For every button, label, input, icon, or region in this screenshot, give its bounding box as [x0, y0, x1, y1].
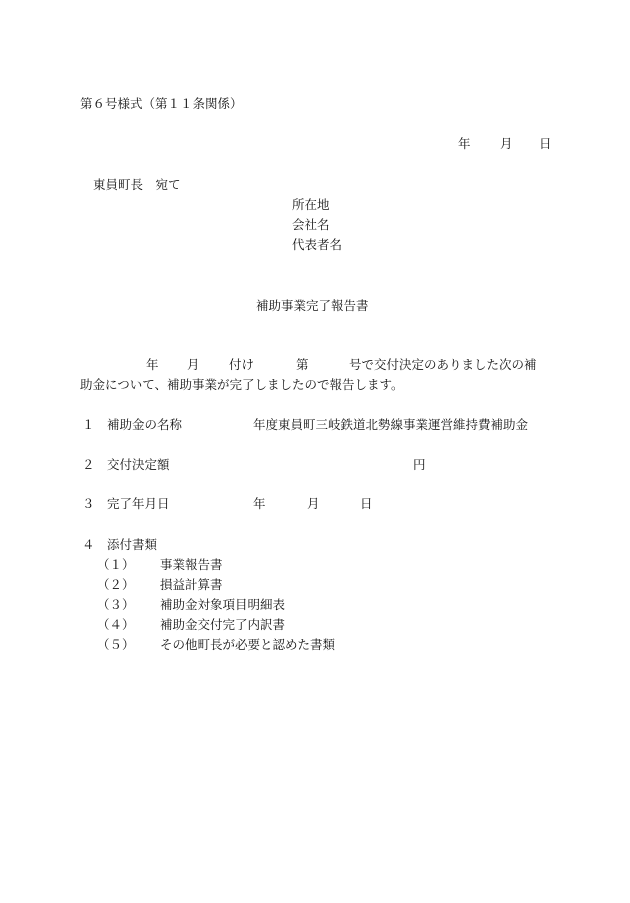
attachment-text: 補助金交付完了内訳書	[160, 617, 286, 632]
item-value: 年度東員町三岐鉄道北勢線事業運営維持費補助金	[253, 417, 529, 432]
attachment-text: その他町長が必要と認めた書類	[160, 637, 336, 652]
recipient: 東員町長 宛て	[93, 177, 181, 192]
attachment-number: （３）	[97, 597, 135, 612]
body-number-prefix: 第	[296, 357, 309, 372]
attachment-text: 損益計算書	[160, 577, 223, 592]
attachment-number: （５）	[97, 637, 135, 652]
attachment-text: 事業報告書	[160, 557, 223, 572]
item-label: 交付決定額	[107, 457, 170, 472]
attachment-number: （１）	[97, 557, 135, 572]
attachment-text: 補助金対象項目明細表	[160, 597, 286, 612]
item-value: 円	[413, 457, 426, 472]
body-year: 年	[146, 357, 159, 372]
item-number: ４	[82, 537, 95, 552]
body-text-line1: 号で交付決定のありました次の補	[349, 357, 537, 372]
attachment-number: （４）	[97, 617, 135, 632]
body-dated: 付け	[229, 357, 255, 372]
completion-year: 年	[253, 496, 266, 511]
item-number: １	[82, 417, 95, 432]
body-text-line2: 助金について、補助事業が完了しましたので報告します。	[80, 377, 404, 392]
date-year: 年	[458, 136, 471, 151]
item-number: ２	[82, 457, 95, 472]
field-representative: 代表者名	[292, 237, 343, 252]
item-label: 完了年月日	[107, 496, 170, 511]
completion-day: 日	[360, 496, 373, 511]
attachment-number: （２）	[97, 577, 135, 592]
field-company: 会社名	[292, 217, 330, 232]
completion-month: 月	[307, 496, 320, 511]
date-month: 月	[500, 136, 513, 151]
body-month: 月	[187, 357, 200, 372]
form-label: 第６号様式（第１１条関係）	[80, 96, 243, 111]
document-title: 補助事業完了報告書	[256, 298, 369, 313]
item-label: 添付書類	[107, 537, 158, 552]
item-label: 補助金の名称	[107, 417, 183, 432]
item-number: ３	[82, 496, 95, 511]
field-address: 所在地	[292, 197, 330, 212]
date-day: 日	[539, 136, 552, 151]
